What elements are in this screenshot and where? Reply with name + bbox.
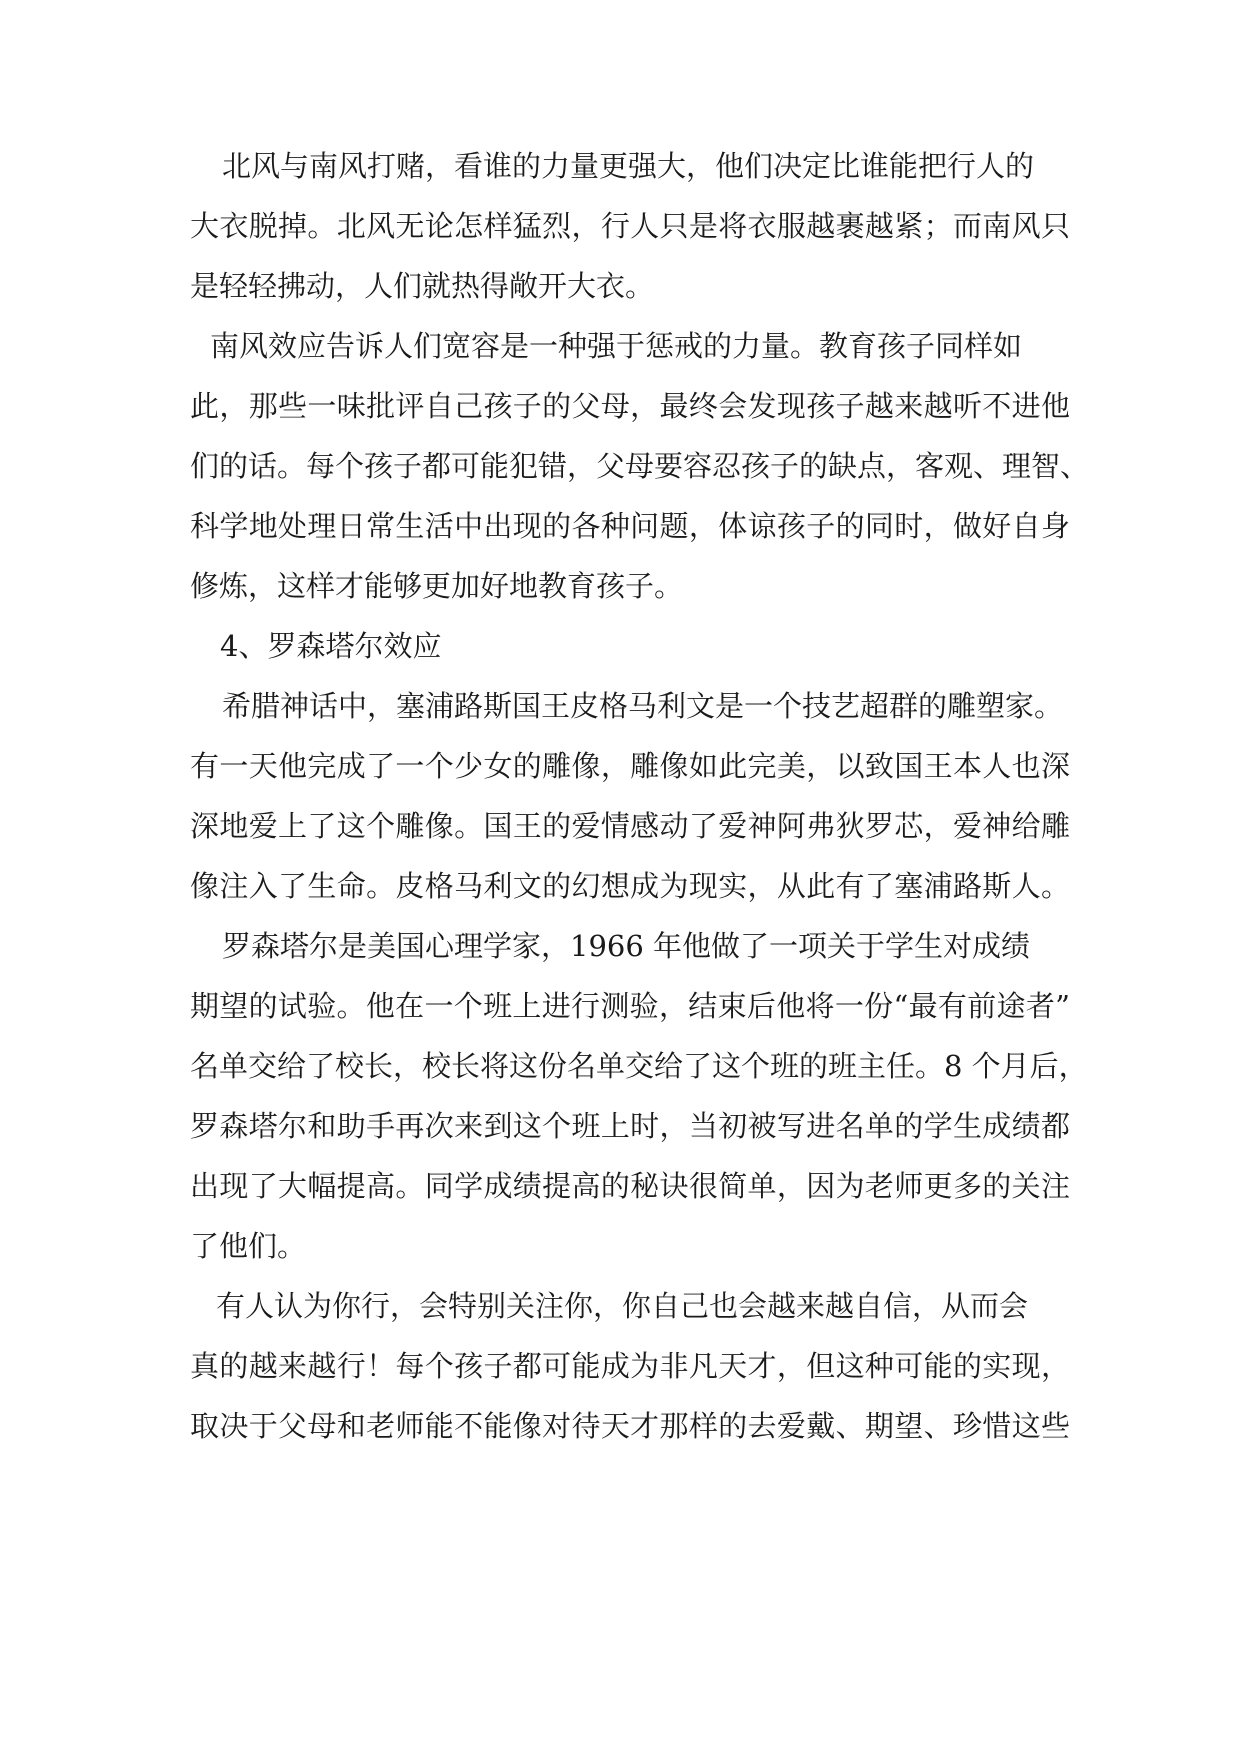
paragraph-2-line-4: 科学地处理日常生活中出现的各种问题，体谅孩子的同时，做好自身 bbox=[190, 509, 1070, 543]
paragraph-4-line-1: 罗森塔尔是美国心理学家，1966 年他做了一项关于学生对成绩 bbox=[222, 929, 1031, 963]
paragraph-3-line-2: 有一天他完成了一个少女的雕像，雕像如此完美，以致国王本人也深 bbox=[190, 749, 1070, 783]
paragraph-1-line-1: 北风与南风打赌，看谁的力量更强大，他们决定比谁能把行人的 bbox=[222, 149, 1035, 183]
paragraph-1-line-3: 是轻轻拂动，人们就热得敞开大衣。 bbox=[190, 269, 655, 303]
paragraph-3-line-4: 像注入了生命。皮格马利文的幻想成为现实，从此有了塞浦路斯人。 bbox=[190, 869, 1070, 903]
paragraph-4-line-2: 期望的试验。他在一个班上进行测验，结束后他将一份“最有前途者” bbox=[190, 989, 1070, 1023]
section-heading: 4、罗森塔尔效应 bbox=[220, 629, 442, 663]
paragraph-2-line-2: 此，那些一味批评自己孩子的父母，最终会发现孩子越来越听不进他 bbox=[190, 389, 1070, 423]
paragraph-4-line-6: 了他们。 bbox=[190, 1229, 307, 1263]
paragraph-5-line-3: 取决于父母和老师能不能像对待天才那样的去爱戴、期望、珍惜这些 bbox=[190, 1409, 1070, 1443]
paragraph-5-line-2: 真的越来越行！每个孩子都可能成为非凡天才，但这种可能的实现， bbox=[190, 1349, 1070, 1383]
paragraph-4-line-4: 罗森塔尔和助手再次来到这个班上时，当初被写进名单的学生成绩都 bbox=[190, 1109, 1070, 1143]
paragraph-3-line-1: 希腊神话中，塞浦路斯国王皮格马利文是一个技艺超群的雕塑家。 bbox=[222, 689, 1064, 723]
paragraph-1-line-2: 大衣脱掉。北风无论怎样猛烈，行人只是将衣服越裹越紧；而南风只 bbox=[190, 209, 1070, 243]
paragraph-5-line-1: 有人认为你行，会特别关注你，你自己也会越来越自信，从而会 bbox=[216, 1289, 1029, 1323]
paragraph-4-line-3: 名单交给了校长，校长将这份名单交给了这个班的班主任。8 个月后， bbox=[190, 1049, 1088, 1083]
paragraph-2-line-1: 南风效应告诉人们宽容是一种强于惩戒的力量。教育孩子同样如 bbox=[210, 329, 1023, 363]
paragraph-3-line-3: 深地爱上了这个雕像。国王的爱情感动了爱神阿弗狄罗芯，爱神给雕 bbox=[190, 809, 1070, 843]
paragraph-2-line-5: 修炼，这样才能够更加好地教育孩子。 bbox=[190, 569, 684, 603]
paragraph-4-line-5: 出现了大幅提高。同学成绩提高的秘诀很简单，因为老师更多的关注 bbox=[190, 1169, 1070, 1203]
paragraph-2-line-3: 们的话。每个孩子都可能犯错，父母要容忍孩子的缺点，客观、理智、 bbox=[190, 449, 1090, 483]
